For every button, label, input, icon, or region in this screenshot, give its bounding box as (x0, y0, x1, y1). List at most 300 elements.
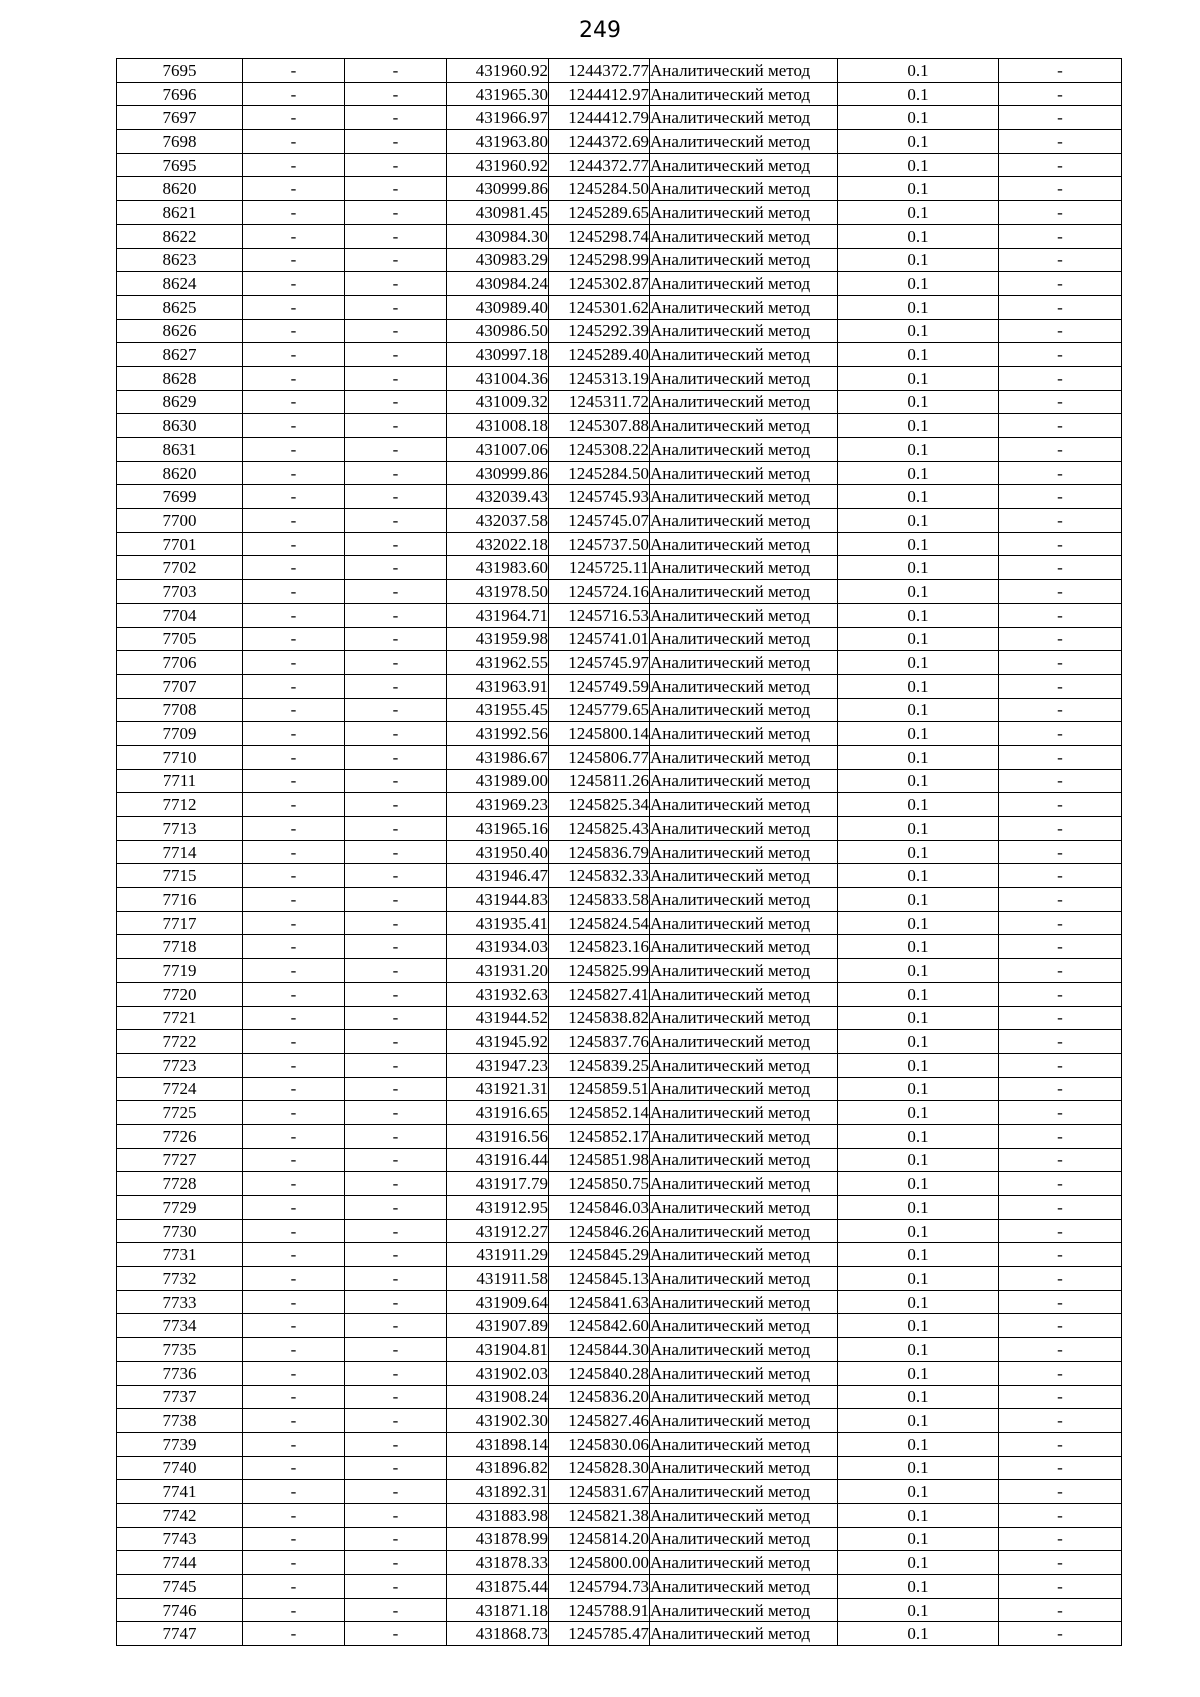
x-coordinate-cell: 431959.98 (447, 627, 549, 651)
coordinates-table (116, 58, 1122, 1646)
y-coordinate-cell: 1245827.46 (549, 1409, 650, 1433)
dash-cell: - (999, 1456, 1122, 1480)
method-cell: Аналитический метод (650, 580, 838, 604)
x-coordinate-cell: 431934.03 (447, 935, 549, 959)
accuracy-cell: 0.1 (838, 959, 999, 983)
method-cell: Аналитический метод (650, 1338, 838, 1362)
method-cell: Аналитический метод (650, 888, 838, 912)
dash-cell: - (243, 982, 345, 1006)
dash-cell: - (345, 1575, 447, 1599)
point-number-cell: 7735 (117, 1338, 243, 1362)
dash-cell: - (243, 106, 345, 130)
point-number-cell: 8626 (117, 319, 243, 343)
dash-cell: - (345, 438, 447, 462)
y-coordinate-cell: 1245825.34 (549, 793, 650, 817)
method-cell: Аналитический метод (650, 1622, 838, 1646)
dash-cell: - (999, 1290, 1122, 1314)
dash-cell: - (999, 745, 1122, 769)
dash-cell: - (999, 1148, 1122, 1172)
dash-cell: - (999, 1527, 1122, 1551)
dash-cell: - (243, 1551, 345, 1575)
dash-cell: - (999, 1551, 1122, 1575)
table-body (117, 59, 1122, 1646)
dash-cell: - (999, 1622, 1122, 1646)
accuracy-cell: 0.1 (838, 1456, 999, 1480)
dash-cell: - (345, 1006, 447, 1030)
table-row (117, 651, 1122, 675)
method-cell: Аналитический метод (650, 390, 838, 414)
y-coordinate-cell: 1245737.50 (549, 532, 650, 556)
table-row (117, 343, 1122, 367)
accuracy-cell: 0.1 (838, 1361, 999, 1385)
method-cell: Аналитический метод (650, 674, 838, 698)
x-coordinate-cell: 431007.06 (447, 438, 549, 462)
accuracy-cell: 0.1 (838, 603, 999, 627)
dash-cell: - (243, 224, 345, 248)
point-number-cell: 8623 (117, 248, 243, 272)
dash-cell: - (999, 82, 1122, 106)
dash-cell: - (999, 319, 1122, 343)
x-coordinate-cell: 431965.16 (447, 817, 549, 841)
dash-cell: - (999, 580, 1122, 604)
method-cell: Аналитический метод (650, 935, 838, 959)
method-cell: Аналитический метод (650, 603, 838, 627)
point-number-cell: 7716 (117, 888, 243, 912)
x-coordinate-cell: 431916.65 (447, 1101, 549, 1125)
y-coordinate-cell: 1245821.38 (549, 1503, 650, 1527)
dash-cell: - (345, 674, 447, 698)
table-row (117, 414, 1122, 438)
accuracy-cell: 0.1 (838, 390, 999, 414)
dash-cell: - (243, 888, 345, 912)
method-cell: Аналитический метод (650, 1030, 838, 1054)
method-cell: Аналитический метод (650, 295, 838, 319)
method-cell: Аналитический метод (650, 319, 838, 343)
point-number-cell: 7724 (117, 1077, 243, 1101)
accuracy-cell: 0.1 (838, 295, 999, 319)
accuracy-cell: 0.1 (838, 911, 999, 935)
accuracy-cell: 0.1 (838, 1551, 999, 1575)
table-row (117, 1124, 1122, 1148)
table-row (117, 224, 1122, 248)
dash-cell: - (999, 343, 1122, 367)
x-coordinate-cell: 431992.56 (447, 722, 549, 746)
accuracy-cell: 0.1 (838, 745, 999, 769)
dash-cell: - (345, 532, 447, 556)
accuracy-cell: 0.1 (838, 366, 999, 390)
y-coordinate-cell: 1245311.72 (549, 390, 650, 414)
dash-cell: - (999, 769, 1122, 793)
dash-cell: - (243, 272, 345, 296)
dash-cell: - (243, 864, 345, 888)
dash-cell: - (999, 817, 1122, 841)
dash-cell: - (243, 414, 345, 438)
dash-cell: - (999, 1030, 1122, 1054)
y-coordinate-cell: 1245830.06 (549, 1432, 650, 1456)
dash-cell: - (999, 532, 1122, 556)
accuracy-cell: 0.1 (838, 153, 999, 177)
dash-cell: - (345, 982, 447, 1006)
dash-cell: - (345, 1290, 447, 1314)
dash-cell: - (999, 935, 1122, 959)
dash-cell: - (999, 438, 1122, 462)
dash-cell: - (999, 864, 1122, 888)
point-number-cell: 7695 (117, 153, 243, 177)
accuracy-cell: 0.1 (838, 627, 999, 651)
method-cell: Аналитический метод (650, 722, 838, 746)
table-row (117, 1196, 1122, 1220)
method-cell: Аналитический метод (650, 106, 838, 130)
table-row (117, 295, 1122, 319)
page-number: 249 (579, 18, 621, 43)
method-cell: Аналитический метод (650, 769, 838, 793)
x-coordinate-cell: 431902.03 (447, 1361, 549, 1385)
accuracy-cell: 0.1 (838, 769, 999, 793)
point-number-cell: 7719 (117, 959, 243, 983)
dash-cell: - (243, 295, 345, 319)
table-row (117, 130, 1122, 154)
dash-cell: - (345, 1172, 447, 1196)
point-number-cell: 7699 (117, 485, 243, 509)
dash-cell: - (243, 438, 345, 462)
point-number-cell: 7745 (117, 1575, 243, 1599)
table-row (117, 935, 1122, 959)
method-cell: Аналитический метод (650, 224, 838, 248)
table-row (117, 1053, 1122, 1077)
x-coordinate-cell: 431955.45 (447, 698, 549, 722)
y-coordinate-cell: 1245745.07 (549, 509, 650, 533)
y-coordinate-cell: 1245814.20 (549, 1527, 650, 1551)
accuracy-cell: 0.1 (838, 982, 999, 1006)
x-coordinate-cell: 431932.63 (447, 982, 549, 1006)
accuracy-cell: 0.1 (838, 793, 999, 817)
dash-cell: - (345, 1480, 447, 1504)
table-row (117, 1101, 1122, 1125)
method-cell: Аналитический метод (650, 82, 838, 106)
x-coordinate-cell: 431986.67 (447, 745, 549, 769)
point-number-cell: 7701 (117, 532, 243, 556)
x-coordinate-cell: 431945.92 (447, 1030, 549, 1054)
dash-cell: - (999, 248, 1122, 272)
dash-cell: - (243, 1124, 345, 1148)
table-row (117, 1219, 1122, 1243)
x-coordinate-cell: 431960.92 (447, 59, 549, 83)
dash-cell: - (345, 888, 447, 912)
accuracy-cell: 0.1 (838, 343, 999, 367)
accuracy-cell: 0.1 (838, 1338, 999, 1362)
accuracy-cell: 0.1 (838, 651, 999, 675)
dash-cell: - (243, 1290, 345, 1314)
dash-cell: - (345, 651, 447, 675)
method-cell: Аналитический метод (650, 651, 838, 675)
dash-cell: - (999, 1361, 1122, 1385)
dash-cell: - (243, 1006, 345, 1030)
x-coordinate-cell: 431935.41 (447, 911, 549, 935)
accuracy-cell: 0.1 (838, 580, 999, 604)
x-coordinate-cell: 432022.18 (447, 532, 549, 556)
point-number-cell: 7747 (117, 1622, 243, 1646)
table-row (117, 1172, 1122, 1196)
x-coordinate-cell: 431963.91 (447, 674, 549, 698)
y-coordinate-cell: 1245800.00 (549, 1551, 650, 1575)
y-coordinate-cell: 1245836.79 (549, 840, 650, 864)
table-row (117, 1622, 1122, 1646)
table-row (117, 248, 1122, 272)
accuracy-cell: 0.1 (838, 1124, 999, 1148)
table-row (117, 509, 1122, 533)
y-coordinate-cell: 1245308.22 (549, 438, 650, 462)
x-coordinate-cell: 431898.14 (447, 1432, 549, 1456)
table-row (117, 1551, 1122, 1575)
point-number-cell: 7710 (117, 745, 243, 769)
point-number-cell: 7732 (117, 1267, 243, 1291)
x-coordinate-cell: 431911.29 (447, 1243, 549, 1267)
x-coordinate-cell: 431008.18 (447, 414, 549, 438)
point-number-cell: 7738 (117, 1409, 243, 1433)
x-coordinate-cell: 431917.79 (447, 1172, 549, 1196)
dash-cell: - (345, 153, 447, 177)
table-row (117, 1432, 1122, 1456)
y-coordinate-cell: 1245785.47 (549, 1622, 650, 1646)
dash-cell: - (999, 651, 1122, 675)
y-coordinate-cell: 1245307.88 (549, 414, 650, 438)
dash-cell: - (243, 1172, 345, 1196)
table-row (117, 461, 1122, 485)
dash-cell: - (345, 414, 447, 438)
point-number-cell: 7730 (117, 1219, 243, 1243)
dash-cell: - (345, 935, 447, 959)
y-coordinate-cell: 1245825.99 (549, 959, 650, 983)
y-coordinate-cell: 1244372.77 (549, 153, 650, 177)
table-row (117, 911, 1122, 935)
y-coordinate-cell: 1245741.01 (549, 627, 650, 651)
dash-cell: - (345, 1148, 447, 1172)
dash-cell: - (243, 366, 345, 390)
x-coordinate-cell: 431912.95 (447, 1196, 549, 1220)
accuracy-cell: 0.1 (838, 1030, 999, 1054)
y-coordinate-cell: 1245800.14 (549, 722, 650, 746)
point-number-cell: 7704 (117, 603, 243, 627)
dash-cell: - (345, 1409, 447, 1433)
dash-cell: - (243, 319, 345, 343)
y-coordinate-cell: 1245839.25 (549, 1053, 650, 1077)
method-cell: Аналитический метод (650, 1077, 838, 1101)
dash-cell: - (999, 1314, 1122, 1338)
method-cell: Аналитический метод (650, 1101, 838, 1125)
method-cell: Аналитический метод (650, 461, 838, 485)
x-coordinate-cell: 431908.24 (447, 1385, 549, 1409)
y-coordinate-cell: 1245851.98 (549, 1148, 650, 1172)
dash-cell: - (243, 201, 345, 225)
point-number-cell: 8622 (117, 224, 243, 248)
point-number-cell: 7697 (117, 106, 243, 130)
y-coordinate-cell: 1245844.30 (549, 1338, 650, 1362)
dash-cell: - (345, 1101, 447, 1125)
method-cell: Аналитический метод (650, 1409, 838, 1433)
method-cell: Аналитический метод (650, 1290, 838, 1314)
accuracy-cell: 0.1 (838, 1432, 999, 1456)
dash-cell: - (345, 106, 447, 130)
dash-cell: - (243, 674, 345, 698)
accuracy-cell: 0.1 (838, 106, 999, 130)
method-cell: Аналитический метод (650, 1361, 838, 1385)
y-coordinate-cell: 1245840.28 (549, 1361, 650, 1385)
point-number-cell: 7734 (117, 1314, 243, 1338)
dash-cell: - (243, 1338, 345, 1362)
dash-cell: - (345, 817, 447, 841)
point-number-cell: 8620 (117, 461, 243, 485)
dash-cell: - (345, 959, 447, 983)
dash-cell: - (243, 59, 345, 83)
x-coordinate-cell: 431878.33 (447, 1551, 549, 1575)
method-cell: Аналитический метод (650, 556, 838, 580)
dash-cell: - (345, 343, 447, 367)
x-coordinate-cell: 430986.50 (447, 319, 549, 343)
method-cell: Аналитический метод (650, 1219, 838, 1243)
y-coordinate-cell: 1245852.14 (549, 1101, 650, 1125)
dash-cell: - (999, 1480, 1122, 1504)
point-number-cell: 7720 (117, 982, 243, 1006)
point-number-cell: 7726 (117, 1124, 243, 1148)
dash-cell: - (345, 1196, 447, 1220)
x-coordinate-cell: 430984.24 (447, 272, 549, 296)
point-number-cell: 7718 (117, 935, 243, 959)
method-cell: Аналитический метод (650, 438, 838, 462)
y-coordinate-cell: 1244412.97 (549, 82, 650, 106)
y-coordinate-cell: 1245794.73 (549, 1575, 650, 1599)
table-row (117, 864, 1122, 888)
dash-cell: - (345, 1385, 447, 1409)
x-coordinate-cell: 431883.98 (447, 1503, 549, 1527)
dash-cell: - (999, 1598, 1122, 1622)
dash-cell: - (345, 698, 447, 722)
table-row (117, 82, 1122, 106)
dash-cell: - (345, 556, 447, 580)
y-coordinate-cell: 1245838.82 (549, 1006, 650, 1030)
accuracy-cell: 0.1 (838, 1243, 999, 1267)
x-coordinate-cell: 431004.36 (447, 366, 549, 390)
accuracy-cell: 0.1 (838, 1172, 999, 1196)
x-coordinate-cell: 431916.56 (447, 1124, 549, 1148)
x-coordinate-cell: 431963.80 (447, 130, 549, 154)
table-row (117, 840, 1122, 864)
accuracy-cell: 0.1 (838, 1527, 999, 1551)
point-number-cell: 7702 (117, 556, 243, 580)
dash-cell: - (999, 888, 1122, 912)
method-cell: Аналитический метод (650, 698, 838, 722)
accuracy-cell: 0.1 (838, 59, 999, 83)
y-coordinate-cell: 1245827.41 (549, 982, 650, 1006)
table-row (117, 1030, 1122, 1054)
point-number-cell: 7737 (117, 1385, 243, 1409)
table-row (117, 888, 1122, 912)
x-coordinate-cell: 431931.20 (447, 959, 549, 983)
dash-cell: - (345, 840, 447, 864)
dash-cell: - (345, 1053, 447, 1077)
dash-cell: - (999, 982, 1122, 1006)
accuracy-cell: 0.1 (838, 840, 999, 864)
y-coordinate-cell: 1244372.77 (549, 59, 650, 83)
table-row (117, 580, 1122, 604)
point-number-cell: 7725 (117, 1101, 243, 1125)
method-cell: Аналитический метод (650, 817, 838, 841)
method-cell: Аналитический метод (650, 793, 838, 817)
table-row (117, 745, 1122, 769)
x-coordinate-cell: 431896.82 (447, 1456, 549, 1480)
dash-cell: - (243, 343, 345, 367)
dash-cell: - (999, 722, 1122, 746)
accuracy-cell: 0.1 (838, 201, 999, 225)
x-coordinate-cell: 431946.47 (447, 864, 549, 888)
point-number-cell: 7729 (117, 1196, 243, 1220)
dash-cell: - (999, 414, 1122, 438)
x-coordinate-cell: 431944.52 (447, 1006, 549, 1030)
point-number-cell: 7696 (117, 82, 243, 106)
dash-cell: - (999, 1196, 1122, 1220)
accuracy-cell: 0.1 (838, 319, 999, 343)
accuracy-cell: 0.1 (838, 509, 999, 533)
accuracy-cell: 0.1 (838, 485, 999, 509)
dash-cell: - (999, 295, 1122, 319)
dash-cell: - (243, 935, 345, 959)
dash-cell: - (999, 603, 1122, 627)
table-row (117, 1267, 1122, 1291)
method-cell: Аналитический метод (650, 177, 838, 201)
dash-cell: - (243, 911, 345, 935)
method-cell: Аналитический метод (650, 59, 838, 83)
x-coordinate-cell: 430997.18 (447, 343, 549, 367)
method-cell: Аналитический метод (650, 1385, 838, 1409)
point-number-cell: 7709 (117, 722, 243, 746)
table-row (117, 1148, 1122, 1172)
point-number-cell: 7721 (117, 1006, 243, 1030)
table-row (117, 674, 1122, 698)
dash-cell: - (345, 793, 447, 817)
x-coordinate-cell: 431878.99 (447, 1527, 549, 1551)
y-coordinate-cell: 1245779.65 (549, 698, 650, 722)
point-number-cell: 7740 (117, 1456, 243, 1480)
x-coordinate-cell: 431916.44 (447, 1148, 549, 1172)
y-coordinate-cell: 1245289.40 (549, 343, 650, 367)
x-coordinate-cell: 431989.00 (447, 769, 549, 793)
y-coordinate-cell: 1245824.54 (549, 911, 650, 935)
x-coordinate-cell: 431009.32 (447, 390, 549, 414)
accuracy-cell: 0.1 (838, 82, 999, 106)
point-number-cell: 7742 (117, 1503, 243, 1527)
table-row (117, 1361, 1122, 1385)
dash-cell: - (345, 82, 447, 106)
y-coordinate-cell: 1245831.67 (549, 1480, 650, 1504)
dash-cell: - (243, 130, 345, 154)
table-row (117, 272, 1122, 296)
dash-cell: - (999, 1101, 1122, 1125)
table-row (117, 769, 1122, 793)
dash-cell: - (999, 153, 1122, 177)
accuracy-cell: 0.1 (838, 1409, 999, 1433)
dash-cell: - (243, 1196, 345, 1220)
y-coordinate-cell: 1245836.20 (549, 1385, 650, 1409)
x-coordinate-cell: 431978.50 (447, 580, 549, 604)
dash-cell: - (345, 224, 447, 248)
point-number-cell: 7717 (117, 911, 243, 935)
point-number-cell: 7698 (117, 130, 243, 154)
dash-cell: - (999, 272, 1122, 296)
x-coordinate-cell: 431950.40 (447, 840, 549, 864)
method-cell: Аналитический метод (650, 1006, 838, 1030)
point-number-cell: 7744 (117, 1551, 243, 1575)
dash-cell: - (999, 509, 1122, 533)
dash-cell: - (345, 59, 447, 83)
